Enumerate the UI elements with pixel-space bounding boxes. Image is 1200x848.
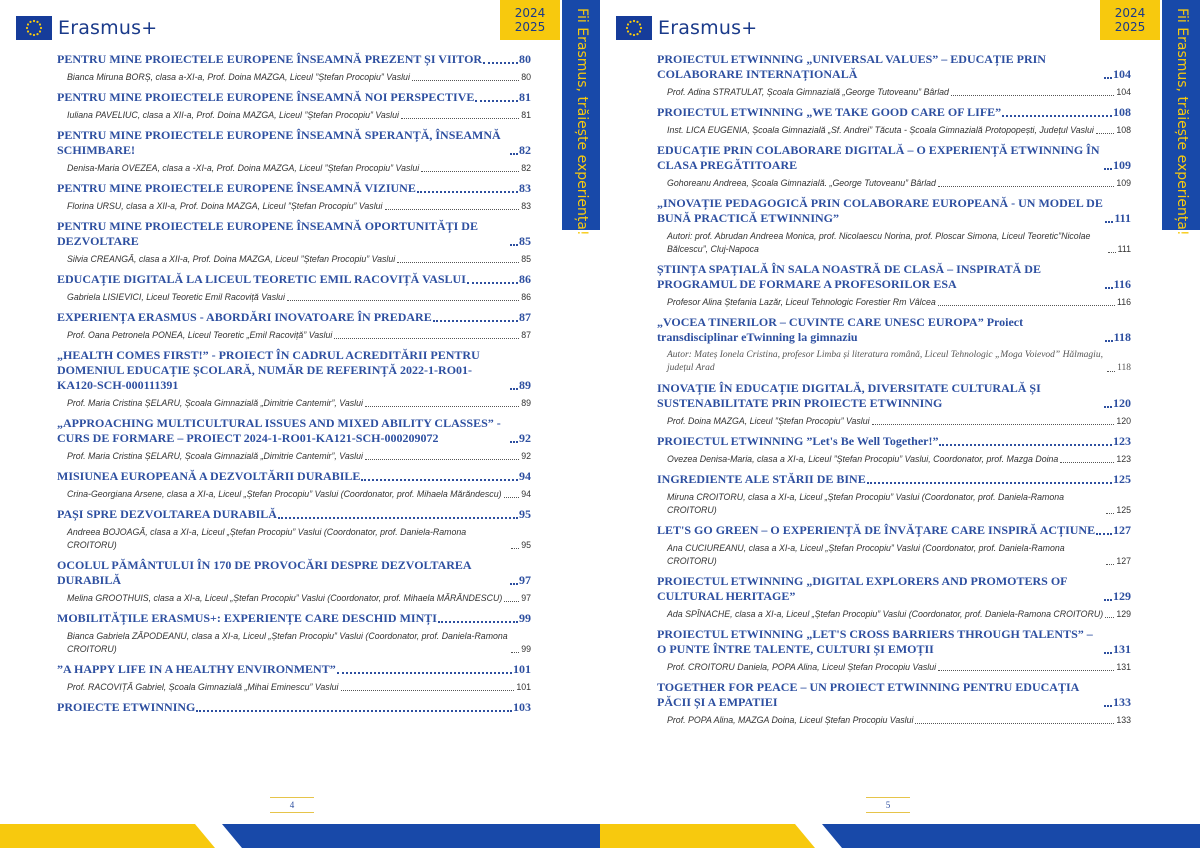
toc-entry-page[interactable]: 80 <box>519 52 531 66</box>
toc-entry-author-page[interactable]: 82 <box>521 163 531 173</box>
toc-entry-author: Florina URSU, clasa a XII-a, Prof. Doina MAZGA, Liceul ”Ștefan Procopiu” Vaslui <box>67 201 383 211</box>
toc-entry-title[interactable]: „VOCEA TINERILOR – CUVINTE CARE UNESC EUROPA” Proiect transdisciplinar eTwinning la gimnaziu <box>657 315 1024 344</box>
toc-entry-title-link[interactable] <box>657 381 1131 411</box>
dot-leader <box>872 424 1115 425</box>
toc-entry-author-link[interactable] <box>667 453 1131 466</box>
toc-entry-author-page[interactable]: 81 <box>521 110 531 120</box>
toc-entry-author-link[interactable] <box>67 630 531 656</box>
toc-entry <box>657 262 1131 309</box>
toc-entry-title[interactable]: PENTRU MINE PROIECTELE EUROPENE ÎNSEAMNĂ SPERANȚĂ, ÎNSEAMNĂ SCHIMBARE! <box>57 128 501 157</box>
toc-entry-author-page[interactable]: 99 <box>521 644 531 654</box>
toc-entry-title-link[interactable] <box>657 196 1131 226</box>
dot-leader <box>417 191 518 193</box>
toc-entry-page[interactable]: 85 <box>519 234 531 248</box>
toc-entry-author-link[interactable] <box>67 488 531 501</box>
slogan-banner <box>562 0 600 236</box>
toc-entry-title[interactable]: LET'S GO GREEN – O EXPERIENȚĂ DE ÎNVĂȚARE CARE INSPIRĂ ACȚIUNE <box>657 523 1096 537</box>
toc-entry-author: Prof. Doina MAZGA, Liceul ”Ștefan Procopiu” Vaslui <box>667 416 870 426</box>
toc-entry-author-page[interactable]: 89 <box>521 398 531 408</box>
dot-leader <box>341 690 515 691</box>
slogan-banner <box>1162 0 1200 236</box>
toc-entry-title-link[interactable] <box>657 680 1131 710</box>
toc-entry <box>57 272 531 304</box>
dot-leader <box>938 670 1114 671</box>
toc-entry-page[interactable]: 120 <box>1113 396 1131 410</box>
toc-entry-author-link[interactable] <box>67 109 531 122</box>
toc-entry-author: Silvia CREANGĂ, clasa a XII-a, Prof. Doina MAZGA, Liceul ”Ștefan Procopiu” Vaslui <box>67 254 396 264</box>
toc-entry-author: Prof. RACOVIȚĂ Gabriel, Școala Gimnazială „Mihai Eminescu” Vaslui <box>67 682 339 692</box>
toc-entry-page[interactable]: 94 <box>519 469 531 483</box>
toc-entry-title[interactable]: INOVAȚIE ÎN EDUCAȚIE DIGITALĂ, DIVERSITATE CULTURALĂ ȘI SUSTENABILITATE PRIN PROIECTE ETWINNING <box>657 381 1041 410</box>
toc-entry <box>657 434 1131 466</box>
toc-entry-author-link[interactable] <box>667 714 1131 727</box>
dot-leader <box>1096 133 1114 134</box>
dot-leader <box>401 118 519 119</box>
toc-entry-page[interactable]: 131 <box>1113 642 1131 656</box>
toc-entry <box>657 627 1131 674</box>
toc-entry-page[interactable]: 97 <box>519 573 531 587</box>
toc-entry-author: Ovezea Denisa-Maria, clasa a XI-a, Liceul ”Ștefan Procopiu” Vaslui, Coordonator, prof. Mazga Doina <box>667 454 1059 464</box>
dot-leader <box>1105 287 1113 289</box>
toc-entry-page[interactable]: 125 <box>1113 472 1131 486</box>
toc-entry-author: Autor: Mateș Ionela Cristina, profesor Limba și literatura română, Liceul Tehnologic „Moga Voievod” Hălmagiu, județul Arad <box>667 350 1103 373</box>
toc-entry-author-link[interactable] <box>67 162 531 175</box>
dot-leader <box>334 338 519 339</box>
toc-entry-title-link[interactable] <box>657 472 1131 487</box>
toc-entry-author: Profesor Alina Ștefania Lazăr, Liceul Tehnologic Forestier Rm Vâlcea <box>667 297 936 307</box>
toc-entry-page[interactable]: 83 <box>519 181 531 195</box>
dot-leader <box>867 482 1112 484</box>
toc-entry-author-link[interactable] <box>667 177 1131 190</box>
erasmus-logo-text: Erasmus+ <box>658 17 758 39</box>
toc-entry-author-link[interactable] <box>67 329 531 342</box>
year-start: 2024 <box>1114 6 1146 20</box>
toc-entry-author-page[interactable]: 129 <box>1116 609 1131 619</box>
toc-entry-title[interactable]: ”A HAPPY LIFE IN A HEALTHY ENVIRONMENT” <box>57 662 336 676</box>
toc-entry-author: Ada SPÎNACHE, clasa a XI-a, Liceul „Ștefan Procopiu” Vaslui (Coordonator, prof. Daniela-Ramona CROITORU) <box>667 609 1104 619</box>
toc-entry-title-link[interactable] <box>57 181 531 196</box>
dot-leader <box>1002 115 1112 117</box>
toc-entry-page[interactable]: 129 <box>1113 589 1131 603</box>
dot-leader <box>939 444 1112 446</box>
toc-entry <box>657 143 1131 190</box>
toc-entry-author-link[interactable] <box>667 415 1131 428</box>
toc-entry-author-page[interactable]: 111 <box>1117 244 1131 254</box>
toc-entry <box>657 105 1131 137</box>
toc-entry-author-link[interactable] <box>667 230 1131 256</box>
dot-leader <box>511 548 519 549</box>
toc-entry-title-link[interactable] <box>57 310 531 325</box>
toc-entry-author-page[interactable]: 131 <box>1116 662 1131 672</box>
right-page <box>600 0 1200 848</box>
toc-entry-title[interactable]: PAȘI SPRE DEZVOLTAREA DURABILĂ <box>57 507 277 521</box>
toc-entry-author-link[interactable] <box>667 296 1131 309</box>
dot-leader <box>915 723 1114 724</box>
dot-leader <box>510 244 518 246</box>
toc-entry <box>657 381 1131 428</box>
dot-leader <box>337 672 512 674</box>
dot-leader <box>1104 705 1112 707</box>
year-end: 2025 <box>514 20 546 34</box>
toc-entry-title[interactable]: PROIECTUL ETWINNING „LET'S CROSS BARRIERS THROUGH TALENTS” – O PUNTE ÎNTRE TALENTE, CULTURI ȘI EMOȚII <box>657 627 1093 656</box>
dot-leader <box>511 652 519 653</box>
toc-entry <box>657 680 1131 727</box>
toc-entry-title[interactable]: MISIUNEA EUROPEANĂ A DEZVOLTĂRII DURABILE <box>57 469 361 483</box>
toc-entry-title-link[interactable] <box>657 523 1131 538</box>
year-start: 2024 <box>514 6 546 20</box>
toc-entry-title-link[interactable] <box>57 662 531 677</box>
toc-entry-author-page[interactable]: 83 <box>521 201 531 211</box>
dot-leader <box>365 406 519 407</box>
toc-entry-title-link[interactable] <box>657 574 1131 604</box>
dot-leader <box>1104 599 1112 601</box>
dot-leader <box>510 153 518 155</box>
toc-entry-author-page[interactable]: 87 <box>521 330 531 340</box>
toc-entry <box>57 52 531 84</box>
toc-entry-author-link[interactable] <box>667 608 1131 621</box>
toc-entry-title-link[interactable] <box>657 262 1131 292</box>
toc-entry-title[interactable]: EDUCAȚIE DIGITALĂ LA LICEUL TEORETIC EMIL RACOVIȚĂ VASLUI <box>57 272 466 286</box>
toc-entry-title[interactable]: OCOLUL PĂMÂNTULUI ÎN 170 DE PROVOCĂRI DESPRE DEZVOLTAREA DURABILĂ <box>57 558 471 587</box>
dot-leader <box>1104 77 1112 79</box>
dot-leader <box>504 497 520 498</box>
toc-entry-author-page[interactable]: 118 <box>1117 363 1131 373</box>
toc-entry-author: Gabriela LISIEVICI, Liceul Teoretic Emil Racoviță Vaslui <box>67 292 285 302</box>
toc-entry <box>57 219 531 266</box>
toc-entry-title-link[interactable] <box>657 105 1131 120</box>
toc-entry-page[interactable]: 95 <box>519 507 531 521</box>
dot-leader <box>1104 652 1112 654</box>
toc-entry-author: Andreea BOJOAGĂ, clasa a XI-a, Liceul „Ștefan Procopiu” Vaslui (Coordonator, prof. Daniela-Ramona CROITORU) <box>67 527 467 550</box>
dot-leader <box>475 100 518 102</box>
dot-leader <box>510 441 518 443</box>
toc-entry-title[interactable]: PROIECTUL ETWINNING „WE TAKE GOOD CARE OF LIFE” <box>657 105 1002 119</box>
toc-entry-author: Ana CUCIUREANU, clasa a XI-a, Liceul „Ștefan Procopiu” Vaslui (Coordonator, prof. Daniela-Ramona CROITORU) <box>667 543 1065 566</box>
toc-entry-author-page[interactable]: 85 <box>521 254 531 264</box>
toc-entry-title-link[interactable] <box>657 315 1131 345</box>
toc-entry <box>57 416 531 463</box>
toc-entry-title[interactable]: „HEALTH COMES FIRST!” - PROIECT ÎN CADRUL ACREDITĂRII PENTRU DOMENIUL EDUCAȚIE ȘCOLARĂ, NUMĂR DE REFERINȚĂ 2022-1-RO01-KA120-SCH-000111391 <box>57 348 480 392</box>
toc-entry-author: Denisa-Maria OVEZEA, clasa a -XI-a, Prof. Doina MAZGA, Liceul ”Ștefan Procopiu” Vaslui <box>67 163 420 173</box>
toc-entry <box>57 558 531 605</box>
toc-entry-page[interactable]: 87 <box>519 310 531 324</box>
toc-entry-author: Prof. Adina STRATULAT, Școala Gimnazială „George Tutoveanu” Bârlad <box>667 87 949 97</box>
toc-entry-title-link[interactable] <box>57 128 531 158</box>
toc-entry-title-link[interactable] <box>57 90 531 105</box>
page-number: 4 <box>270 797 314 813</box>
slogan-text: Fii Erasmus, trăiește experiența! <box>574 8 590 236</box>
dot-leader <box>1096 533 1112 535</box>
toc-entry-page[interactable]: 81 <box>519 90 531 104</box>
toc-entry-author-link[interactable] <box>667 491 1131 517</box>
dot-leader <box>951 95 1114 96</box>
dot-leader <box>361 479 518 481</box>
toc-entry-author-link[interactable] <box>67 526 531 552</box>
toc-entry-author-page[interactable]: 94 <box>521 489 531 499</box>
dot-leader <box>1105 221 1113 223</box>
toc-entry-author: Autori: prof. Abrudan Andreea Monica, prof. Nicolaescu Norina, prof. Ploscar Simona, Liceul Teoretic”Nicolae Bălcescu”, Cluj-Napoca <box>667 231 1091 254</box>
toc-entry <box>57 611 531 656</box>
toc-entry <box>657 472 1131 517</box>
erasmus-logo-text: Erasmus+ <box>58 17 158 39</box>
toc-entry-page[interactable]: 101 <box>513 662 531 676</box>
toc-entry-title-link[interactable] <box>657 627 1131 657</box>
dot-leader <box>397 262 519 263</box>
eu-flag-icon <box>16 16 52 40</box>
toc-entry-title-link[interactable] <box>57 272 531 287</box>
toc-entry-title[interactable]: EXPERIENȚA ERASMUS - ABORDĂRI INOVATOARE ÎN PREDARE <box>57 310 432 324</box>
toc-entry-author-page[interactable]: 95 <box>521 540 531 550</box>
toc-entry-author-page[interactable]: 108 <box>1116 125 1131 135</box>
toc-entry-author-page[interactable]: 125 <box>1116 505 1131 515</box>
toc-entry <box>57 128 531 175</box>
dot-leader <box>421 171 519 172</box>
toc-entry-author-link[interactable] <box>667 86 1131 99</box>
dot-leader <box>433 320 518 322</box>
toc-entry-title[interactable]: PROIECTUL ETWINNING „UNIVERSAL VALUES” – EDUCAȚIE PRIN COLABORARE INTERNAȚIONALĂ <box>657 52 1046 81</box>
dot-leader <box>1105 617 1114 618</box>
toc-entry-title[interactable]: „INOVAȚIE PEDAGOGICĂ PRIN COLABORARE EUROPEANĂ - UN MODEL DE BUNĂ PRACTICĂ ETWINNING” <box>657 196 1103 225</box>
dot-leader <box>1106 513 1114 514</box>
dot-leader <box>365 459 519 460</box>
toc-entry-title-link[interactable] <box>57 52 531 67</box>
toc-entry-page[interactable]: 99 <box>519 611 531 625</box>
dot-leader <box>483 62 518 64</box>
toc-entry-author-page[interactable]: 127 <box>1116 556 1131 566</box>
toc-entry-title[interactable]: MOBILITĂȚILE ERASMUS+: EXPERIENȚE CARE DESCHID MINȚI <box>57 611 437 625</box>
toc-entry-author: Miruna CROITORU, clasa a XI-a, Liceul „Ștefan Procopiu” Vaslui (Coordonator, prof. Daniela-Ramona CROITORU) <box>667 492 1065 515</box>
toc-entry <box>57 90 531 122</box>
toc-entry-title[interactable]: PENTRU MINE PROIECTELE EUROPENE ÎNSEAMNĂ OPORTUNITĂȚI DE DEZVOLTARE <box>57 219 478 248</box>
dot-leader <box>467 282 518 284</box>
toc-entry-title-link[interactable] <box>57 416 531 446</box>
footer-stripes <box>600 824 1200 848</box>
dot-leader <box>510 388 518 390</box>
toc-entry <box>57 700 531 715</box>
toc-entry <box>57 469 531 501</box>
toc-entry-title-link[interactable] <box>657 434 1131 449</box>
dot-leader <box>1107 371 1115 372</box>
toc-entry-title[interactable]: PROIECTUL ETWINNING ”Let's Be Well Together!” <box>657 434 939 448</box>
dot-leader <box>504 601 519 602</box>
toc-entry-author-page[interactable]: 123 <box>1116 454 1131 464</box>
toc-entry <box>57 181 531 213</box>
toc-entry-title-link[interactable] <box>57 348 531 393</box>
toc-entry-author-page[interactable]: 120 <box>1116 416 1131 426</box>
toc-entry-author: Iuliana PAVELIUC, clasa a XII-a, Prof. Doina MAZGA, Liceul ”Ștefan Procopiu” Vaslui <box>67 110 399 120</box>
dot-leader <box>196 710 512 712</box>
toc-entry-author-page[interactable]: 97 <box>521 593 531 603</box>
toc-entry-author-link[interactable] <box>667 542 1131 568</box>
toc-entry-title[interactable]: INGREDIENTE ALE STĂRII DE BINE <box>657 472 866 486</box>
toc-entry-author: Melina GROOTHUIS, clasa a XI-a, Liceul „Ștefan Procopiu” Vaslui (Coordonator, prof. Mihaela MĂRĂNDESCU) <box>67 593 503 603</box>
toc-entry-author: Crina-Georgiana Arsene, clasa a XI-a, Liceul „Ștefan Procopiu” Vaslui (Coordonator, prof. Mihaela Mărăndescu) <box>67 489 502 499</box>
dot-leader <box>1106 564 1114 565</box>
slogan-text: Fii Erasmus, trăiește experiența! <box>1174 8 1190 236</box>
table-of-contents <box>57 52 531 717</box>
toc-entry-author-page[interactable]: 133 <box>1116 715 1131 725</box>
toc-entry-author-link[interactable] <box>67 450 531 463</box>
year-badge <box>1100 0 1160 40</box>
toc-entry-page[interactable]: 123 <box>1113 434 1131 448</box>
toc-entry-author-link[interactable] <box>67 71 531 84</box>
toc-entry <box>657 523 1131 568</box>
toc-entry-author-link[interactable] <box>667 124 1131 137</box>
toc-entry-title-link[interactable] <box>57 558 531 588</box>
toc-entry-author: Gohoreanu Andreea, Școala Gimnazială. „George Tutoveanu” Bârlad <box>667 178 936 188</box>
dot-leader <box>385 209 520 210</box>
toc-entry-page[interactable]: 82 <box>519 143 531 157</box>
toc-entry-author-page[interactable]: 109 <box>1116 178 1131 188</box>
dot-leader <box>287 300 519 301</box>
toc-entry-author: Prof. Maria Cristina ȘELARU, Școala Gimnazială „Dimitrie Cantemir”, Vaslui <box>67 451 363 461</box>
toc-entry-title[interactable]: EDUCAȚIE PRIN COLABORARE DIGITALĂ – O EXPERIENȚĂ ETWINNING ÎN CLASA PREGĂTITOARE <box>657 143 1100 172</box>
toc-entry-author-page[interactable]: 104 <box>1116 87 1131 97</box>
dot-leader <box>1108 252 1116 253</box>
toc-entry-author-page[interactable]: 116 <box>1116 297 1131 307</box>
toc-entry <box>657 52 1131 99</box>
dot-leader <box>1105 340 1113 342</box>
footer-stripes <box>0 824 600 848</box>
toc-entry-page[interactable]: 118 <box>1113 330 1131 344</box>
erasmus-logo <box>616 16 757 40</box>
toc-entry <box>57 662 531 694</box>
toc-entry-title-link[interactable] <box>657 52 1131 82</box>
toc-entry-title[interactable]: PENTRU MINE PROIECTELE EUROPENE ÎNSEAMNĂ PREZENT ȘI VIITOR <box>57 52 483 66</box>
toc-entry-author-link[interactable] <box>67 200 531 213</box>
toc-entry-author: Prof. CROITORU Daniela, POPA Alina, Liceul Ștefan Procopiu Vaslui <box>667 662 937 672</box>
toc-entry-author-link[interactable] <box>67 253 531 266</box>
toc-entry-page[interactable]: 104 <box>1113 67 1131 81</box>
toc-entry-author-page[interactable]: 80 <box>521 72 531 82</box>
toc-entry-title[interactable]: PROIECTE ETWINNING <box>57 700 196 714</box>
toc-entry-title[interactable]: „APPROACHING MULTICULTURAL ISSUES AND MIXED ABILITY CLASSES” - CURS DE FORMARE – PROIECT 2024-1-RO01-KA121-SCH-000209072 <box>57 416 501 445</box>
toc-entry-author-link[interactable] <box>67 592 531 605</box>
toc-entry-author-page[interactable]: 101 <box>516 682 531 692</box>
erasmus-logo <box>16 16 157 40</box>
toc-entry-page[interactable]: 111 <box>1114 211 1131 225</box>
toc-entry-title[interactable]: PENTRU MINE PROIECTELE EUROPENE ÎNSEAMNĂ NOI PERSPECTIVE <box>57 90 475 104</box>
toc-entry-page[interactable]: 108 <box>1113 105 1131 119</box>
toc-entry-author-link[interactable] <box>67 681 531 694</box>
toc-entry-page[interactable]: 86 <box>519 272 531 286</box>
dot-leader <box>438 621 518 623</box>
dot-leader <box>1104 168 1112 170</box>
toc-entry-title-link[interactable] <box>57 700 531 715</box>
dot-leader <box>1060 462 1114 463</box>
toc-entry <box>57 348 531 410</box>
toc-entry-title[interactable]: ȘTIINȚA SPAȚIALĂ ÎN SALA NOASTRĂ DE CLASĂ – INSPIRATĂ DE PROGRAMUL DE FORMARE A PROFESORILOR ESA <box>657 262 1041 291</box>
toc-entry-author: Prof. Maria Cristina ȘELARU, Școala Gimnazială „Dimitrie Cantemir”, Vaslui <box>67 398 363 408</box>
toc-entry <box>657 315 1131 375</box>
toc-entry-title-link[interactable] <box>657 143 1131 173</box>
toc-entry-author: Bianca Miruna BORȘ, clasa a-XI-a, Prof. Doina MAZGA, Liceul ”Ștefan Procopiu” Vaslui <box>67 72 410 82</box>
toc-entry-author-link[interactable] <box>67 397 531 410</box>
toc-entry <box>57 507 531 552</box>
toc-entry-title-link[interactable] <box>57 611 531 626</box>
table-of-contents <box>657 52 1131 733</box>
toc-entry-author-page[interactable]: 86 <box>521 292 531 302</box>
dot-leader <box>1104 406 1112 408</box>
toc-entry-author-link[interactable] <box>67 291 531 304</box>
toc-entry-page[interactable]: 89 <box>519 378 531 392</box>
toc-entry-page[interactable]: 103 <box>513 700 531 714</box>
toc-entry-page[interactable]: 127 <box>1113 523 1131 537</box>
toc-entry-author: Prof. Oana Petronela PONEA, Liceul Teoretic „Emil Racoviță” Vaslui <box>67 330 333 340</box>
toc-entry-page[interactable]: 133 <box>1113 695 1131 709</box>
toc-entry-page[interactable]: 116 <box>1113 277 1131 291</box>
toc-entry-author: Bianca Gabriela ZĂPODEANU, clasa a XI-a, Liceul „Ștefan Procopiu” Vaslui (Coordonator, prof. Daniela-Ramona CROITORU) <box>67 631 508 654</box>
toc-entry-title[interactable]: PROIECTUL ETWINNING „DIGITAL EXPLORERS AND PROMOTERS OF CULTURAL HERITAGE” <box>657 574 1068 603</box>
dot-leader <box>938 186 1114 187</box>
toc-entry <box>57 310 531 342</box>
toc-entry-author-page[interactable]: 92 <box>521 451 531 461</box>
toc-entry-page[interactable]: 109 <box>1113 158 1131 172</box>
toc-entry-title-link[interactable] <box>57 219 531 249</box>
year-badge <box>500 0 560 40</box>
toc-entry-title[interactable]: TOGETHER FOR PEACE – UN PROIECT ETWINNING PENTRU EDUCAȚIA PĂCII ȘI A EMPATIEI <box>657 680 1079 709</box>
toc-entry <box>657 574 1131 621</box>
toc-entry-page[interactable]: 92 <box>519 431 531 445</box>
page-number: 5 <box>866 797 910 813</box>
toc-entry-author-link[interactable] <box>667 349 1131 375</box>
toc-entry <box>657 196 1131 256</box>
toc-entry-author-link[interactable] <box>667 661 1131 674</box>
toc-entry-author: Prof. POPA Alina, MAZGA Doina, Liceul Ștefan Procopiu Vaslui <box>667 715 914 725</box>
dot-leader <box>278 517 518 519</box>
toc-entry-title[interactable]: PENTRU MINE PROIECTELE EUROPENE ÎNSEAMNĂ VIZIUNE <box>57 181 416 195</box>
dot-leader <box>510 583 518 585</box>
toc-entry-title-link[interactable] <box>57 469 531 484</box>
dot-leader <box>412 80 519 81</box>
toc-entry-author: Inst. LICA EUGENIA, Școala Gimnazială „Sf. Andrei” Tăcuta - Școala Gimnazială Protopopești, Județul Vaslui <box>667 125 1094 135</box>
year-end: 2025 <box>1114 20 1146 34</box>
dot-leader <box>938 305 1115 306</box>
toc-entry-title-link[interactable] <box>57 507 531 522</box>
eu-flag-icon <box>616 16 652 40</box>
